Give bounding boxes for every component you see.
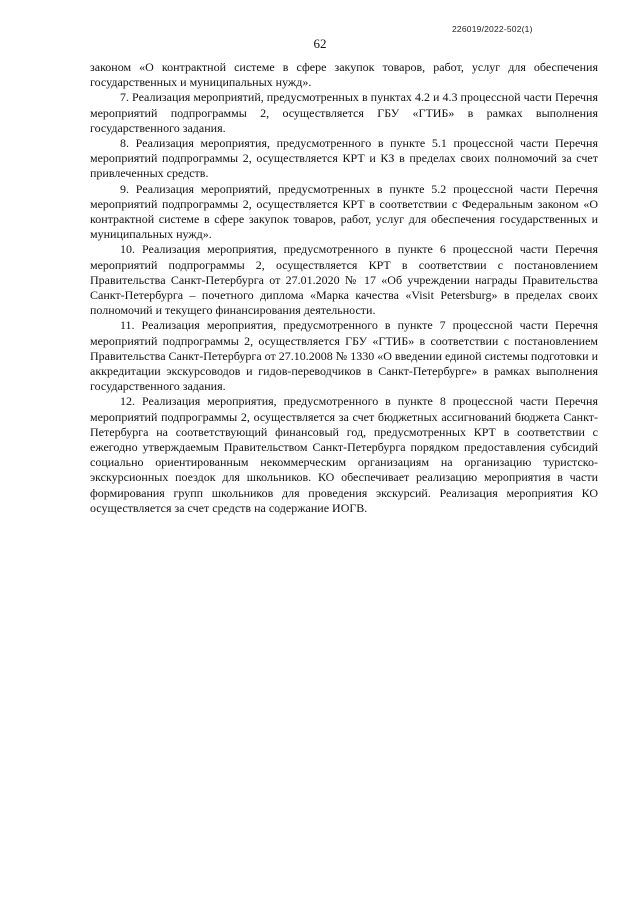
paragraph-item-11: 11. Реализация мероприятия, предусмотренного в пункте 7 процессной части Перечня мероприятий подпрограммы 2, осуществляется ГБУ «ГТИБ» в соответствии с постановлением Правительства Санкт-Петербурга от 27.10.2008 № 1330 «О введении единой системы подготовки и аккредитации экскурсоводов и гидов-переводчиков в Санкт-Петербурге» в рамках выполнения государственного задания. <box>90 318 598 394</box>
document-id: 226019/2022-502(1) <box>452 24 533 34</box>
paragraph-item-12: 12. Реализация мероприятия, предусмотренного в пункте 8 процессной части Перечня мероприятий подпрограммы 2, осуществляется за счет бюджетных ассигнований бюджета Санкт-Петербурга на соответствующий финансовый год, предусмотренных КРТ в соответствии с ежегодно утверждаемым Правительством Санкт-Петербурга порядком предоставления субсидий социально ориентированным некоммерческим организациям на организацию туристско-экскурсионных поездок для школьников. КО обеспечивает реализацию мероприятия в части формирования групп школьников для проведения экскурсий. Реализация мероприятия КО осуществляется за счет средств на содержание ИОГВ. <box>90 394 598 515</box>
paragraph-item-9: 9. Реализация мероприятий, предусмотренных в пункте 5.2 процессной части Перечня мероприятий подпрограммы 2, осуществляется КРТ в соответствии с Федеральным законом «О контрактной системе в сфере закупок товаров, работ, услуг для обеспечения государственных и муниципальных нужд». <box>90 181 598 242</box>
paragraph-item-10: 10. Реализация мероприятия, предусмотренного в пункте 6 процессной части Перечня мероприятий подпрограммы 2, осуществляется КРТ в соответствии с постановлением Правительства Санкт-Петербурга от 27.01.2020 № 17 «Об учреждении награды Правительства Санкт-Петербурга – почетного диплома «Марка качества «Visit Petersburg» в пределах своих полномочий и текущего финансирования деятельности. <box>90 242 598 318</box>
paragraph-continuation: законом «О контрактной системе в сфере закупок товаров, работ, услуг для обеспечения государственных и муниципальных нужд». <box>90 60 598 90</box>
paragraph-item-7: 7. Реализация мероприятий, предусмотренных в пунктах 4.2 и 4.3 процессной части Перечня мероприятий подпрограммы 2, осуществляется ГБУ «ГТИБ» в рамках выполнения государственного задания. <box>90 90 598 135</box>
paragraph-item-8: 8. Реализация мероприятия, предусмотренного в пункте 5.1 процессной части Перечня мероприятий подпрограммы 2, осуществляется КРТ и КЗ в пределах своих полномочий за счет привлеченных средств. <box>90 136 598 181</box>
page-number: 62 <box>313 36 327 51</box>
page-body <box>90 60 598 516</box>
